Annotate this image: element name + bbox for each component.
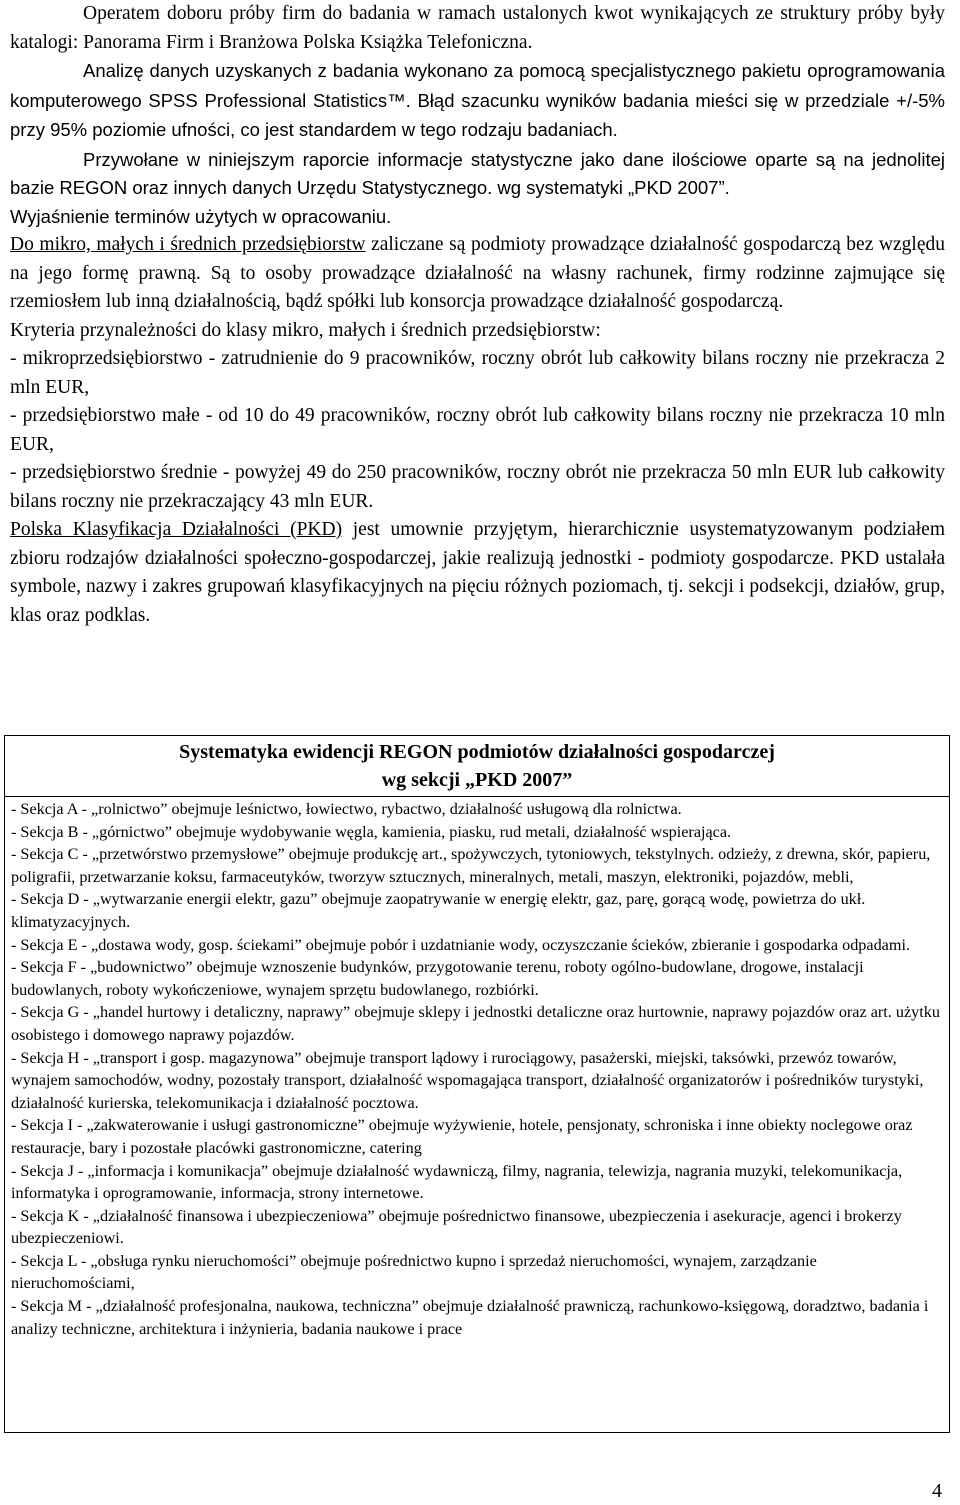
document-body: [10, 0, 945, 630]
page-number: 4: [932, 1480, 942, 1502]
msp-definition: [10, 231, 945, 317]
pkd-text: jest umownie przyjętym, hierarchicznie usystematyzowanym podziałem zbioru rodzajów działalności społeczno-gospodarczej, jakie realizują jednostki - podmioty gospodarcze. PKD ustalała symbole, nazwy i zakres grupowań klasyfikacyjnych na pięciu różnych poziomach, tj. sekcji i podsekcji, działów, grup, klas oraz podklas.: [10, 519, 945, 626]
section-d: - Sekcja D - „wytwarzanie energii elektr, gazu” obejmuje zaopatrywanie w energię elektr, gaz, parę, gorącą wodę, powietrza do ukł. klimatyzacyjnych.: [11, 890, 866, 931]
intro-paragraph-regon: Przywołane w niniejszym raporcie informacje statystyczne jako dane ilościowe oparte są na jednolitej bazie REGON oraz innych danych Urzędu Statystycznego. wg systematyki „PKD 2007”.: [10, 148, 945, 198]
section-a: - Sekcja A - „rolnictwo” obejmuje leśnictwo, łowiectwo, rybactwo, działalność usługową dla rolnictwa.: [11, 800, 682, 818]
section-e: - Sekcja E - „dostawa wody, gosp. ściekami” obejmuje pobór i uzdatnianie wody, oczyszczanie ścieków, zbieranie i gospodarka odpadami.: [11, 935, 910, 954]
section-g: - Sekcja G - „handel hurtowy i detaliczny, naprawy” obejmuje sklepy i jednostki detaliczne oraz hurtownie, naprawy pojazdów oraz art. użytku osobistego i domowego naprawy pojazdów.: [11, 1003, 940, 1044]
criteria-small: - przedsiębiorstwo małe - od 10 do 49 pracowników, roczny obrót lub całkowity bilans roczny nie przekracza 10 mln EUR,: [10, 405, 945, 455]
pkd-definition: [10, 516, 945, 630]
criteria-medium: - przedsiębiorstwo średnie - powyżej 49 do 250 pracowników, roczny obrót nie przekracza 50 mln EUR lub całkowity bilans roczny nie przekraczający 43 mln EUR.: [10, 462, 945, 512]
section-i: - Sekcja I - „zakwaterowanie i usługi gastronomiczne” obejmuje wyżywienie, hotele, pensjonaty, schroniska i inne obiekty noclegowe oraz restauracje, bary i pozostałe placówki gastronomiczne, catering: [11, 1116, 913, 1157]
regon-pkd-box: [4, 735, 950, 1433]
section-m: - Sekcja M - „działalność profesjonalna, naukowa, techniczna” obejmuje działalność prawniczą, rachunkowo-księgową, doradztwo, badania i analizy techniczne, architektura i inżynieria, badania naukowe i prace: [11, 1297, 929, 1338]
section-c: - Sekcja C - „przetwórstwo przemysłowe” obejmuje produkcję art., spożywczych, tytoniowych, tekstylnych. odzieży, z drewna, skór, papieru, poligrafii, przetwarzanie koksu, farmaceutyków, tworzyw sztucznych, mineralnych, metali, maszyn, elektroniki, pojazdów, mebli,: [11, 845, 931, 886]
section-k: - Sekcja K - „działalność finansowa i ubezpieczeniowa” obejmuje pośrednictwo finansowe, ubezpieczenia i asekuracje, agenci i brokerzy ubezpieczeniowi.: [11, 1206, 902, 1248]
criteria-micro: - mikroprzedsiębiorstwo - zatrudnienie do 9 pracowników, roczny obrót lub całkowity bilans roczny nie przekracza 2 mln EUR,: [10, 348, 945, 398]
box-title: [5, 738, 949, 794]
intro-paragraph-analysis: [10, 57, 945, 146]
analysis-text: Analizę danych uzyskanych z badania wykonano za pomocą specjalistycznego pakietu oprogramowania komputerowego SPSS Professional Statistics™.: [10, 60, 945, 111]
intro-paragraph-sample: Operatem doboru próby firm do badania w ramach ustalonych kwot wynikających ze struktury próby były katalogi: Panorama Firm i Branżowa Polska Książka Telefoniczna.: [10, 3, 945, 53]
criteria-title: Kryteria przynależności do klasy mikro, małych i średnich przedsiębiorstw:: [10, 319, 601, 341]
error-margin-text: Błąd szacunku wyników badania mieści się w przedziale +/-5% przy 95% poziomie ufności, co jest standardem w tego rodzaju badaniach.: [10, 89, 945, 140]
section-h: - Sekcja H - „transport i gosp. magazynowa” obejmuje transport lądowy i rurociągowy, pasażerski, miejski, taksówki, przewóz towarów, wynajem samochodów, wodny, pozostały transport, działalność wspomagająca transport, działalność organizatorów i pośredników turystyki, działalność kurierska, telekomunikacja i działalność pocztowa.: [11, 1048, 924, 1112]
msp-term: Do mikro, małych i średnich przedsiębiorstw: [10, 234, 366, 255]
box-title-line2: wg sekcji „PKD 2007”: [381, 769, 573, 791]
terms-heading: Wyjaśnienie terminów użytych w opracowaniu.: [10, 205, 392, 227]
msp-text: zaliczane są podmioty prowadzące działalność gospodarczą bez względu na jego formę prawną. Są to osoby prowadzące działalność na własny rachunek, firmy rodzinne zajmujące się rzemiosłem lub inną działalnością, bądź spółki lub konsorcja prowadzące działalność gospodarczą.: [10, 234, 945, 312]
section-l: - Sekcja L - „obsługa rynku nieruchomości” obejmuje pośrednictwo kupno i sprzedaż nieruchomości, wynajem, zarządzanie nieruchomościami,: [11, 1251, 817, 1293]
section-list: [11, 798, 943, 1340]
section-j: - Sekcja J - „informacja i komunikacja” obejmuje działalność wydawniczą, filmy, nagrania, telewizja, nagrania muzyki, telekomunikacja, informatyka i oprogramowanie, informacja, strony internetowe.: [11, 1161, 903, 1203]
pkd-term: Polska Klasyfikacja Działalności (PKD): [10, 519, 343, 540]
section-b: - Sekcja B - „górnictwo” obejmuje wydobywanie węgla, kamienia, piasku, rud metali, działalność wspierająca.: [11, 822, 732, 841]
section-f: - Sekcja F - „budownictwo” obejmuje wznoszenie budynków, przygotowanie terenu, roboty ogólno-budowlane, drogowe, instalacji budowlanych, roboty wykończeniowe, wynajem sprzętu budowlanego, rozbiórki.: [11, 958, 864, 999]
box-title-line1: Systematyka ewidencji REGON podmiotów działalności gospodarczej: [179, 741, 775, 763]
box-divider: [5, 796, 949, 797]
